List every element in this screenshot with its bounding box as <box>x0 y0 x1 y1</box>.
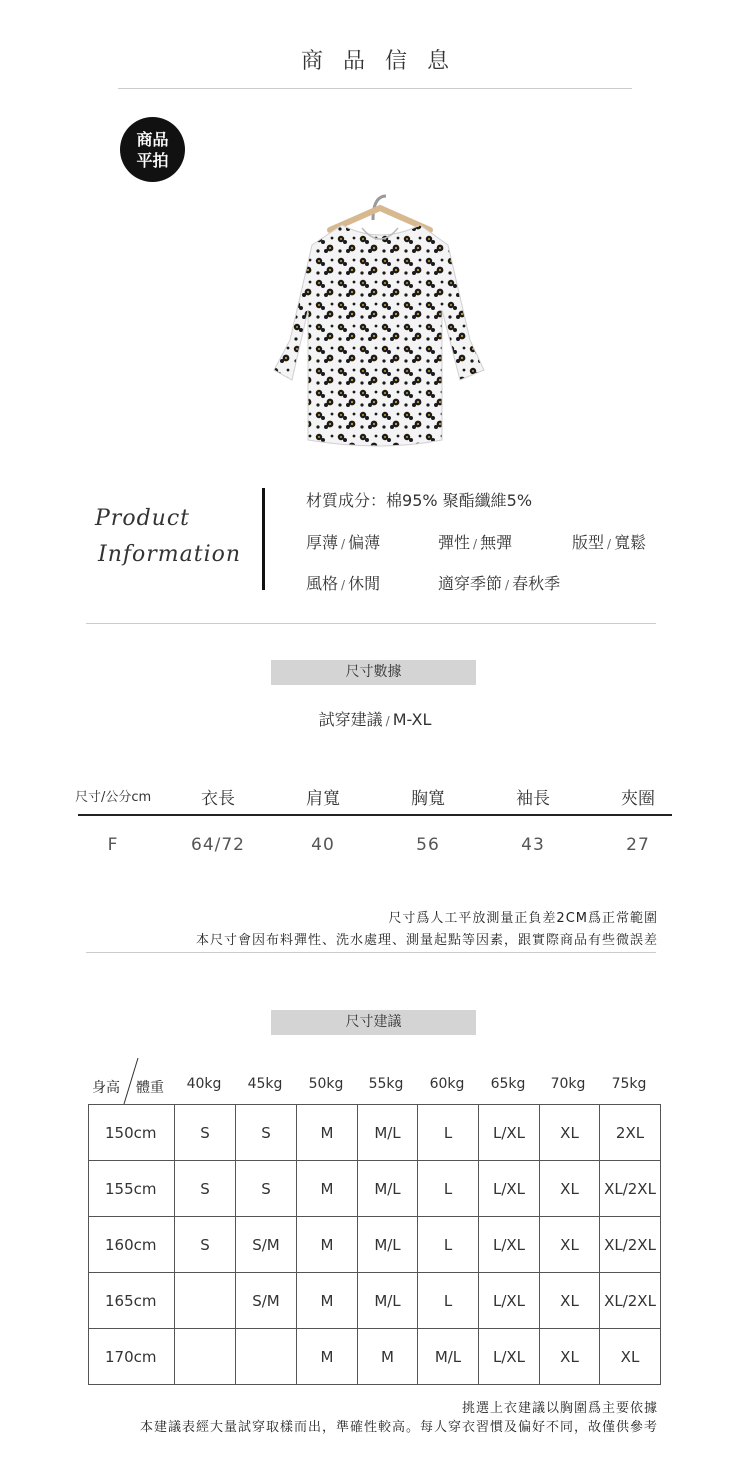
size-cell: S/M <box>236 1217 297 1273</box>
info-divider-line <box>262 488 265 590</box>
size-cell <box>236 1329 297 1385</box>
elasticity-label: 彈性 <box>438 533 471 552</box>
size-cell: 2XL <box>600 1105 661 1161</box>
weight-50: 50kg <box>308 1076 344 1092</box>
val-sleeve: 43 <box>521 835 545 855</box>
size-cell: L/XL <box>479 1329 540 1385</box>
size-cell: XL <box>540 1329 600 1385</box>
measurement-note-2: 本尺寸會因布料彈性、洗水處理、測量起點等因素，跟實際商品有些微誤差 <box>195 933 658 948</box>
thickness-label: 厚薄 <box>306 533 339 552</box>
size-cell: L <box>418 1273 479 1329</box>
fit-suggestion: 試穿建議 / M-XL <box>318 710 432 729</box>
product-photo <box>270 190 490 460</box>
size-cell: M <box>297 1105 358 1161</box>
fit-type-row: 版型 / 寬鬆 <box>572 533 647 552</box>
title-divider <box>118 88 632 89</box>
style-value: 休閒 <box>348 574 381 593</box>
weight-label: 體重 <box>136 1080 164 1096</box>
elasticity-row: 彈性 / 無彈 <box>438 533 513 552</box>
size-cell: L <box>418 1217 479 1273</box>
table-row <box>89 1329 661 1385</box>
size-cell: M <box>297 1161 358 1217</box>
thickness-value: 偏薄 <box>348 533 381 552</box>
season-value: 春秋季 <box>512 574 561 593</box>
size-cell: L <box>418 1105 479 1161</box>
thickness-row: 厚薄 / 偏薄 <box>306 533 381 552</box>
size-cell: XL/2XL <box>600 1217 661 1273</box>
weight-45: 45kg <box>247 1076 283 1092</box>
weight-55: 55kg <box>368 1076 404 1092</box>
size-cell: M <box>297 1217 358 1273</box>
size-cell: S <box>175 1217 236 1273</box>
info-bottom-divider <box>86 623 656 624</box>
val-armhole: 27 <box>626 835 650 855</box>
unit-label: 尺寸/公分cm <box>75 790 152 805</box>
size-cell <box>175 1273 236 1329</box>
table-row <box>89 1105 661 1161</box>
size-cell: M <box>297 1273 358 1329</box>
size-cell: XL <box>540 1217 600 1273</box>
height-cell: 165cm <box>89 1273 175 1329</box>
size-advice-table <box>88 1104 661 1385</box>
col-length: 衣長 <box>201 789 235 809</box>
fit-suggestion-label: 試穿建議 <box>318 710 383 729</box>
fit-suggestion-value: M-XL <box>392 710 432 729</box>
advice-note-2: 本建議表經大量試穿取樣而出，準確性較高。每人穿衣習慣及偏好不同，故僅供參考 <box>139 1420 658 1435</box>
blouse-body <box>274 225 484 446</box>
size-cell: L/XL <box>479 1105 540 1161</box>
height-cell: 155cm <box>89 1161 175 1217</box>
badge-line-1: 商品 <box>136 129 169 149</box>
measurement-note-1: 尺寸爲人工平放測量正負差2CM爲正常範圍 <box>388 911 658 926</box>
table-row <box>89 1161 661 1217</box>
size-f: F <box>107 835 119 855</box>
script-information: Information <box>98 542 242 567</box>
size-cell: S <box>236 1105 297 1161</box>
size-cell: M <box>358 1329 418 1385</box>
size-cell: M/L <box>418 1329 479 1385</box>
badge-line-2: 平拍 <box>136 150 169 170</box>
fit-type-label: 版型 <box>572 533 605 552</box>
material-label: 材質成分： <box>306 491 387 510</box>
col-armhole: 夾圈 <box>621 789 655 809</box>
size-advice-heading: 尺寸建議 <box>271 1010 476 1035</box>
size-cell: S/M <box>236 1273 297 1329</box>
size-cell: M/L <box>358 1105 418 1161</box>
size-data-heading: 尺寸數據 <box>271 660 476 685</box>
size-cell: S <box>236 1161 297 1217</box>
size-cell: S <box>175 1161 236 1217</box>
col-sleeve: 袖長 <box>516 789 550 809</box>
material-value: 棉95% 聚酯纖維5% <box>386 491 533 510</box>
col-chest: 胸寬 <box>411 789 445 809</box>
height-cell: 150cm <box>89 1105 175 1161</box>
size-cell: XL <box>600 1329 661 1385</box>
size-cell: L/XL <box>479 1273 540 1329</box>
val-shoulder: 40 <box>311 835 335 855</box>
size-cell: M <box>297 1329 358 1385</box>
season-label: 適穿季節 <box>438 574 503 593</box>
advice-note-1: 挑選上衣建議以胸圍爲主要依據 <box>461 1401 658 1416</box>
style-row: 風格 / 休閒 <box>306 574 381 593</box>
flat-lay-badge <box>120 117 185 182</box>
size-cell: XL <box>540 1105 600 1161</box>
size-cell: M/L <box>358 1273 418 1329</box>
measure-header-line <box>78 814 672 816</box>
page-title: 商品信息 <box>300 49 469 74</box>
height-cell: 170cm <box>89 1329 175 1385</box>
size-cell: M/L <box>358 1161 418 1217</box>
material-row <box>306 488 532 511</box>
height-label: 身高 <box>92 1080 120 1096</box>
weight-75: 75kg <box>611 1076 647 1092</box>
size-cell: L <box>418 1161 479 1217</box>
weight-40: 40kg <box>186 1076 222 1092</box>
fit-type-value: 寬鬆 <box>614 533 647 552</box>
size-cell <box>175 1329 236 1385</box>
size-cell: XL <box>540 1273 600 1329</box>
col-shoulder: 肩寬 <box>306 789 340 809</box>
val-length: 64/72 <box>191 835 245 855</box>
script-product: Product <box>95 506 190 531</box>
size-cell: XL <box>540 1161 600 1217</box>
size-cell: L/XL <box>479 1217 540 1273</box>
elasticity-value: 無彈 <box>480 533 513 552</box>
size-cell: S <box>175 1105 236 1161</box>
size-cell: M/L <box>358 1217 418 1273</box>
table-row <box>89 1217 661 1273</box>
weight-60: 60kg <box>429 1076 465 1092</box>
weight-65: 65kg <box>490 1076 526 1092</box>
height-cell: 160cm <box>89 1217 175 1273</box>
size-cell: XL/2XL <box>600 1161 661 1217</box>
weight-70: 70kg <box>550 1076 586 1092</box>
size-cell: XL/2XL <box>600 1273 661 1329</box>
val-chest: 56 <box>416 835 440 855</box>
season-row: 適穿季節 / 春秋季 <box>438 574 561 593</box>
size-data-divider <box>86 952 656 953</box>
size-cell: L/XL <box>479 1161 540 1217</box>
table-row <box>89 1273 661 1329</box>
style-label: 風格 <box>306 574 339 593</box>
